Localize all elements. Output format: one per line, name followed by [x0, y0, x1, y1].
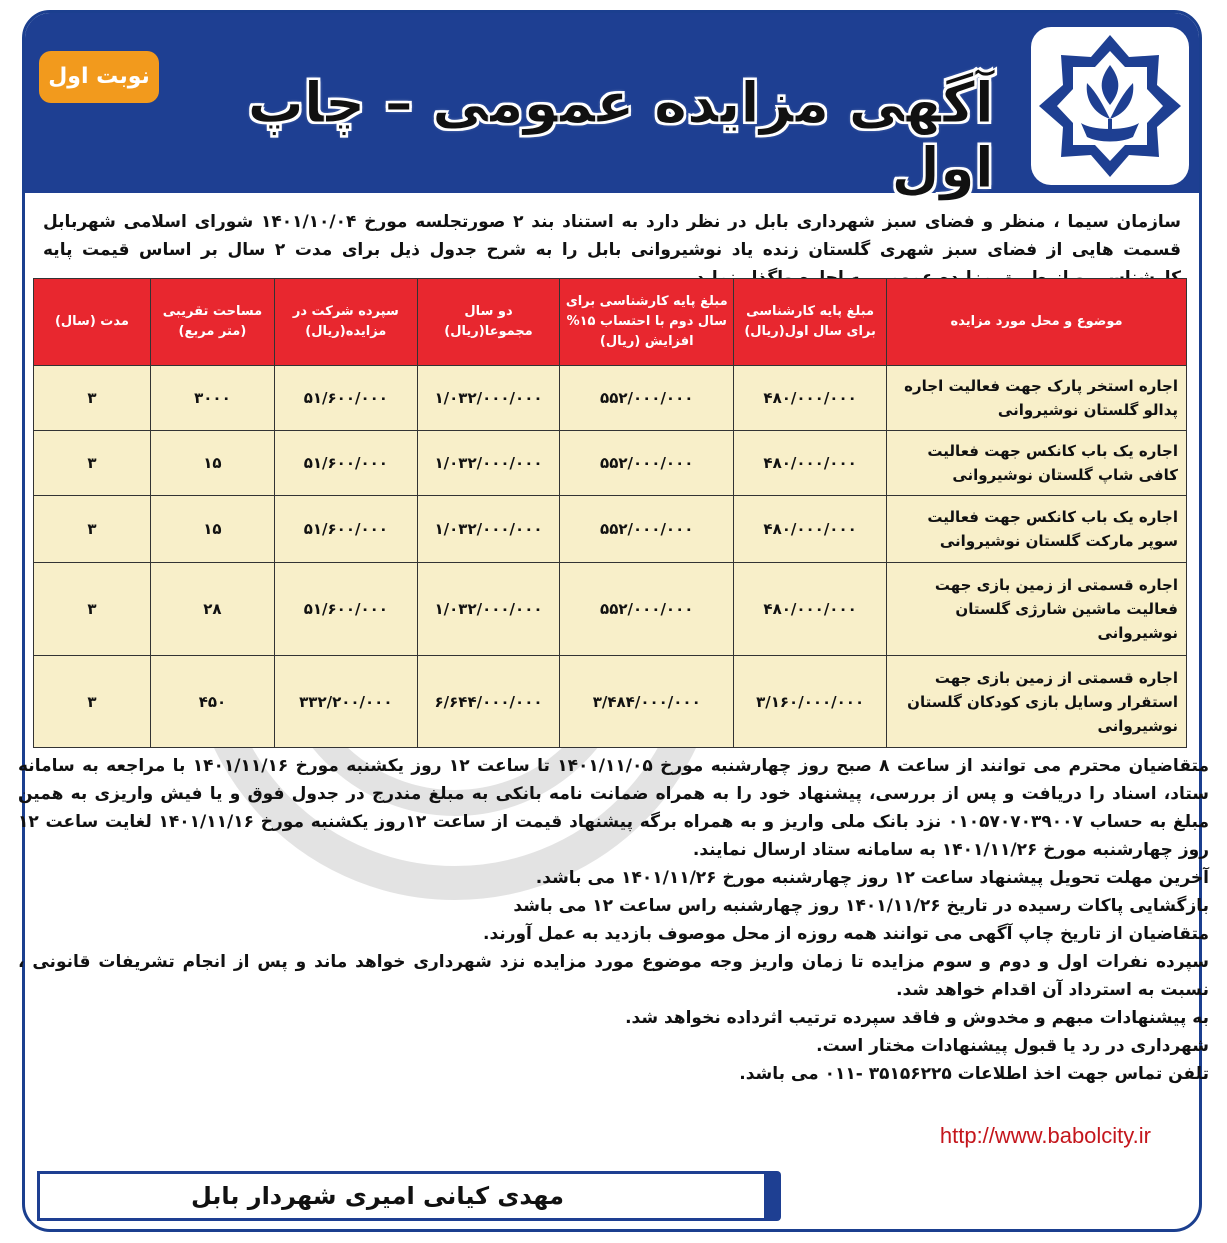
- cell-subject: اجاره یک باب کانکس جهت فعالیت سوپر مارکت گلستان نوشیروانی: [887, 496, 1187, 563]
- cell-duration: ۳: [34, 366, 151, 431]
- cell-deposit: ۳۳۲/۲۰۰/۰۰۰: [274, 656, 417, 748]
- cell-year1: ۳/۱۶۰/۰۰۰/۰۰۰: [734, 656, 887, 748]
- cell-deposit: ۵۱/۶۰۰/۰۰۰: [274, 366, 417, 431]
- babol-logo-icon: [1031, 27, 1189, 185]
- cell-year1: ۴۸۰/۰۰۰/۰۰۰: [734, 563, 887, 656]
- table-row: [34, 366, 1187, 431]
- cell-total: ۶/۶۴۴/۰۰۰/۰۰۰: [417, 656, 560, 748]
- col-header-total: دو سال مجموعا(ریال): [417, 279, 560, 366]
- cell-year2: ۵۵۲/۰۰۰/۰۰۰: [560, 563, 734, 656]
- header-band: [25, 13, 1199, 201]
- condition-paragraph: سپرده نفرات اول و دوم و سوم مزایده تا زمان واریز وجه موضوع مورد مزایده نزد شهرداری خواهد ماند و پس از انجام تشریفات قانونی ، نسبت به استرداد آن اقدام خواهد شد.: [18, 952, 1209, 1000]
- condition-paragraph: به پیشنهادات مبهم و مخدوش و فاقد سپرده ترتیب اثرداده نخواهد شد.: [625, 1008, 1209, 1028]
- condition-paragraph: شهرداری در رد یا قبول پیشنهادات مختار است.: [816, 1036, 1209, 1056]
- col-header-year1: مبلغ پایه کارشناسی برای سال اول(ریال): [734, 279, 887, 366]
- cell-year2: ۵۵۲/۰۰۰/۰۰۰: [560, 496, 734, 563]
- cell-total: ۱/۰۳۲/۰۰۰/۰۰۰: [417, 366, 560, 431]
- cell-deposit: ۵۱/۶۰۰/۰۰۰: [274, 431, 417, 496]
- cell-subject: اجاره قسمتی از زمین بازی جهت فعالیت ماشین شارژی گلستان نوشیروانی: [887, 563, 1187, 656]
- intro-paragraph: سازمان سیما ، منظر و فضای سبز شهرداری بابل در نظر دارد به استناد بند ۲ صورتجلسه مورخ ۱۴۰۱/۱۰/۰۴ شورای اسلامی شهربابل قسمت هایی از فضای سبز شهری گلستان زنده یاد نوشیروانی بابل را به شرح جدول ذیل برای مدت ۲ سال بر اساس قیمت پایه: [43, 212, 1182, 260]
- first-print-badge: نوبت اول: [39, 51, 159, 103]
- footer-band: [37, 1171, 781, 1221]
- cell-year1: ۴۸۰/۰۰۰/۰۰۰: [734, 496, 887, 563]
- condition-paragraph: متقاضیان از تاریخ چاپ آگهی می توانند همه روزه از محل موصوف بازدید به عمل آورند.: [483, 924, 1209, 944]
- col-header-area: مساحت تقریبی (متر مربع): [150, 279, 274, 366]
- table-header-row: [34, 279, 1187, 366]
- website-link[interactable]: http://www.babolcity.ir: [939, 1123, 1151, 1148]
- cell-area: ۳۰۰۰: [150, 366, 274, 431]
- condition-paragraph: متقاضیان محترم می توانند از ساعت ۸ صبح روز چهارشنبه مورخ ۱۴۰۱/۱۱/۰۵ تا ساعت ۱۲ روز یکشنبه مورخ ۱۴۰۱/۱۱/۱۶ با مراجعه به سامانه ستاد، اسناد را دریافت و پس از بررسی، پیشنهاد خود را به همراه ضمانت نامه بانکی به مبلغ مندرج در جدول فوق و یا فیش واریزی به همین مبلغ به حساب ۰۱۰۵۷۰۷۰۳۹۰۰۷ نزد بانک ملی واریز و به همراه برگه پیشنهاد قیمت از ساعت ۱۲روز یکشنبه مورخ ۱۴۰۱/۱۱/۱۶ لغایت ساعت ۱۲ روز چهارشنبه مورخ ۱۴۰۱/۱۱/۲۶ به سامانه ستاد ارسال نمایند.: [18, 756, 1210, 860]
- cell-duration: ۳: [34, 563, 151, 656]
- cell-year2: ۳/۴۸۴/۰۰۰/۰۰۰: [560, 656, 734, 748]
- cell-year1: ۴۸۰/۰۰۰/۰۰۰: [734, 431, 887, 496]
- col-header-year2: مبلغ پایه کارشناسی برای سال دوم با احتساب ۱۵% افزایش (ریال): [560, 279, 734, 366]
- cell-area: ۲۸: [150, 563, 274, 656]
- col-header-subject: موضوع و محل مورد مزایده: [887, 279, 1187, 366]
- table-row: [34, 656, 1187, 748]
- cell-area: ۱۵: [150, 431, 274, 496]
- cell-deposit: ۵۱/۶۰۰/۰۰۰: [274, 563, 417, 656]
- cell-deposit: ۵۱/۶۰۰/۰۰۰: [274, 496, 417, 563]
- cell-area: ۱۵: [150, 496, 274, 563]
- condition-paragraph: بازگشایی پاکات رسیده در تاریخ ۱۴۰۱/۱۱/۲۶ روز چهارشنبه راس ساعت ۱۲ می باشد: [513, 896, 1209, 916]
- col-header-deposit: سپرده شرکت در مزایده(ریال): [274, 279, 417, 366]
- condition-paragraph: تلفن تماس جهت اخذ اطلاعات ۳۵۱۵۶۲۲۵ -۰۱۱ می باشد.: [739, 1064, 1209, 1084]
- cell-subject: اجاره یک باب کانکس جهت فعالیت کافی شاپ گلستان نوشیروانی: [887, 431, 1187, 496]
- cell-duration: ۳: [34, 656, 151, 748]
- col-header-duration: مدت (سال): [34, 279, 151, 366]
- cell-year1: ۴۸۰/۰۰۰/۰۰۰: [734, 366, 887, 431]
- page-title: آگهی مزایده عمومی – چاپ اول: [247, 71, 994, 201]
- municipality-logo: [1031, 27, 1189, 185]
- cell-duration: ۳: [34, 496, 151, 563]
- conditions-text: [18, 752, 1209, 1088]
- cell-duration: ۳: [34, 431, 151, 496]
- cell-total: ۱/۰۳۲/۰۰۰/۰۰۰: [417, 496, 560, 563]
- cell-total: ۱/۰۳۲/۰۰۰/۰۰۰: [417, 431, 560, 496]
- cell-year2: ۵۵۲/۰۰۰/۰۰۰: [560, 431, 734, 496]
- cell-total: ۱/۰۳۲/۰۰۰/۰۰۰: [417, 563, 560, 656]
- cell-subject: اجاره قسمتی از زمین بازی جهت استقرار وسایل بازی کودکان گلستان نوشیروانی: [887, 656, 1187, 748]
- table-row: [34, 431, 1187, 496]
- table-row: [34, 496, 1187, 563]
- condition-paragraph: آخرین مهلت تحویل پیشنهاد ساعت ۱۲ روز چهارشنبه مورخ ۱۴۰۱/۱۱/۲۶ می باشد.: [535, 868, 1209, 888]
- cell-year2: ۵۵۲/۰۰۰/۰۰۰: [560, 366, 734, 431]
- mayor-signature: مهدی کیانی امیری شهردار بابل: [37, 1171, 767, 1221]
- table-row: [34, 563, 1187, 656]
- cell-area: ۴۵۰: [150, 656, 274, 748]
- auction-table: [33, 278, 1187, 748]
- cell-subject: اجاره استخر پارک جهت فعالیت اجاره پدالو گلستان نوشیروانی: [887, 366, 1187, 431]
